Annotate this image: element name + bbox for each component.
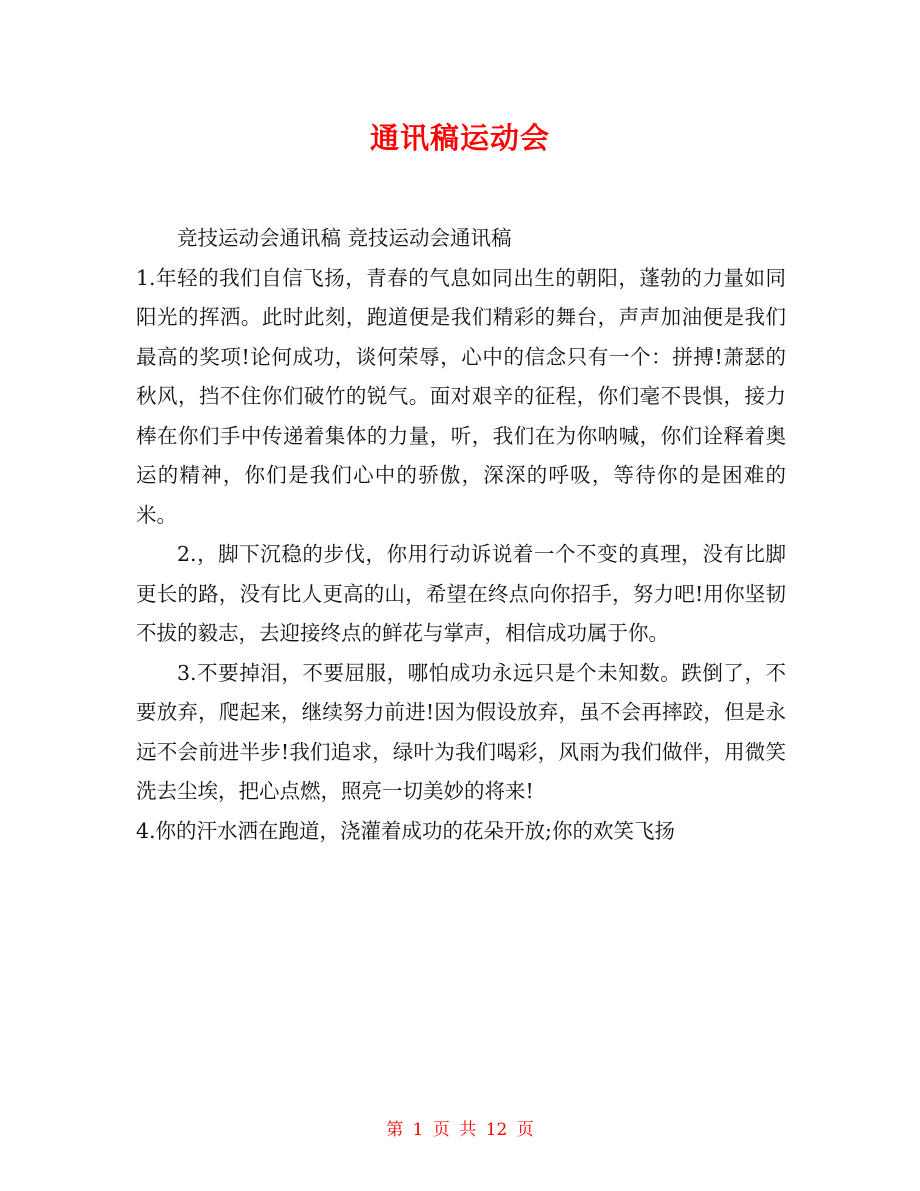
document-title: 通讯稿运动会 xyxy=(369,121,550,155)
paragraph-1: 1.年轻的我们自信飞扬，青春的气息如同出生的朝阳，蓬勃的力量如同阳光的挥洒。此时此刻，跑道便是我们精彩的舞台，声声加油便是我们最高的奖项!论何成功，谈何荣辱，心中的信念只有一个：拼搏!萧瑟的秋风，挡不住你们破竹的锐气。面对艰辛的征程，你们毫不畏惧，接力棒在你们手中传递着集体的力量，听，我们在为你呐喊，你们诠释着奥运的精神，你们是我们心中的骄傲，深深的呼吸，等待你的是困难的米。 xyxy=(136,265,786,527)
paragraph-intro: 竞技运动会通讯稿 竞技运动会通讯稿 xyxy=(177,226,512,250)
paragraph-2: 2.，脚下沉稳的步伐，你用行动诉说着一个不变的真理，没有比脚更长的路，没有比人更高的山，希望在终点向你招手，努力吧!用你坚韧不拔的毅志，去迎接终点的鲜花与掌声，相信成功属于你。 xyxy=(136,542,786,645)
document-body xyxy=(136,219,786,851)
page-number-footer: 第 1 页 共 12 页 xyxy=(386,1120,534,1140)
paragraph-4: 4.你的汗水洒在跑道，浇灌着成功的花朵开放;你的欢笑飞扬 xyxy=(136,818,675,843)
paragraph-3: 3.不要掉泪，不要屈服，哪怕成功永远只是个未知数。跌倒了，不要放弃，爬起来，继续努力前进!因为假设放弃，虽不会再摔跤，但是永远不会前进半步!我们追求，绿叶为我们喝彩，风雨为我们做伴，用微笑洗去尘埃，把心点燃，照亮一切美妙的将来! xyxy=(136,660,786,803)
